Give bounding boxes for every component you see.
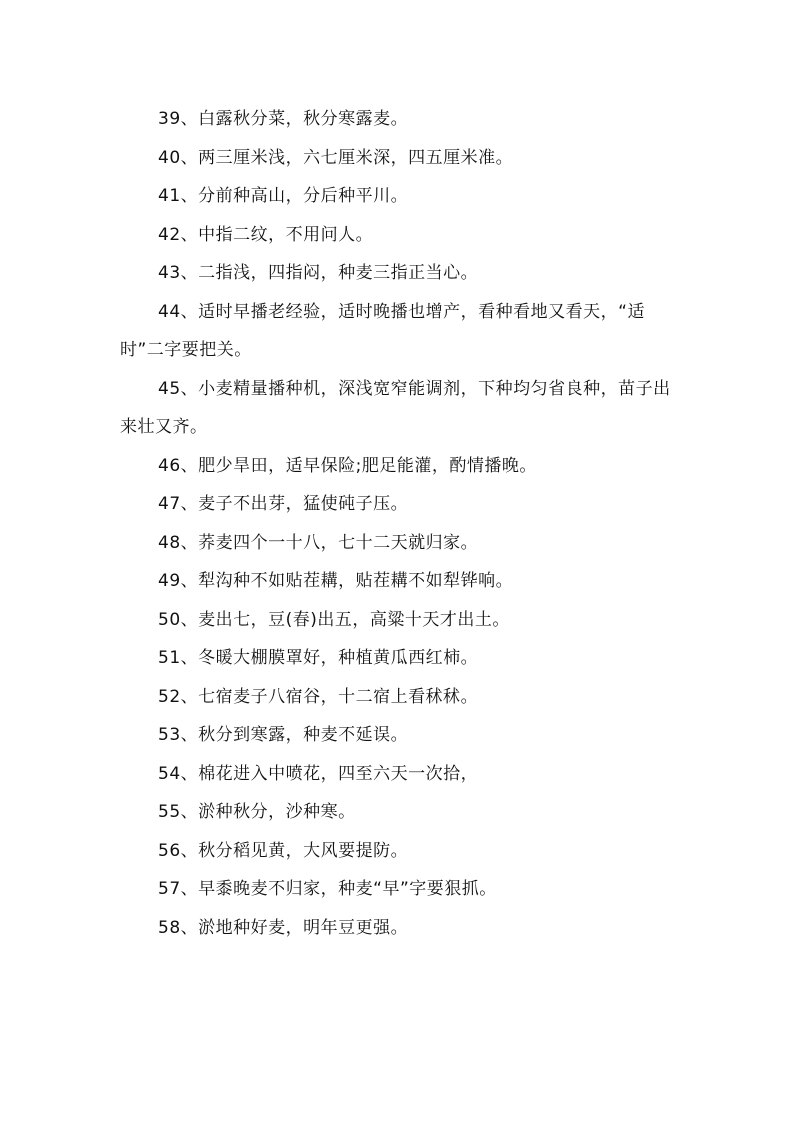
list-item: 42、中指二纹，不用问人。 — [158, 224, 374, 245]
list-item: 53、秋分到寒露，种麦不延误。 — [158, 725, 409, 745]
proverb-list — [120, 100, 676, 947]
list-item: 51、冬暖大棚膜罩好，种植黄瓜西红柿。 — [158, 648, 479, 668]
list-item: 49、犁沟种不如贴茬耩，贴茬耩不如犁铧响。 — [158, 571, 514, 591]
list-item: 58、淤地种好麦，明年豆更强。 — [158, 917, 409, 938]
list-item: 41、分前种高山，分后种平川。 — [158, 186, 409, 206]
list-item: 40、两三厘米浅，六七厘米深，四五厘米准。 — [158, 147, 514, 168]
list-item: 45、小麦精量播种机，深浅宽窄能调剂，下种均匀省良种，苗子出来壮又齐。 — [120, 378, 671, 437]
list-item: 46、肥少旱田，适早保险;肥足能灌，酌情播晚。 — [158, 455, 537, 476]
list-item: 47、麦子不出芽，猛使砘子压。 — [158, 494, 409, 514]
list-item: 54、棉花进入中喷花，四至六天一次拾， — [158, 763, 479, 784]
list-item: 57、早黍晚麦不归家，种麦“早”字要狠抓。 — [158, 879, 497, 899]
list-item: 50、麦出七，豆(春)出五，高粱十天才出土。 — [158, 609, 510, 630]
list-item: 48、荞麦四个一十八，七十二天就归家。 — [158, 532, 479, 553]
list-item: 52、七宿麦子八宿谷，十二宿上看秫秫。 — [158, 686, 479, 707]
list-item: 56、秋分稻见黄，大风要提防。 — [158, 840, 409, 861]
list-item: 43、二指浅，四指闷，种麦三指正当心。 — [158, 263, 479, 283]
list-item: 39、白露秋分菜，秋分寒露麦。 — [158, 109, 409, 129]
list-item: 55、淤种秋分，沙种寒。 — [158, 802, 356, 822]
list-item: 44、适时早播老经验，适时晚播也增产，看种看地又看天，“适时”二字要把关。 — [120, 301, 645, 360]
